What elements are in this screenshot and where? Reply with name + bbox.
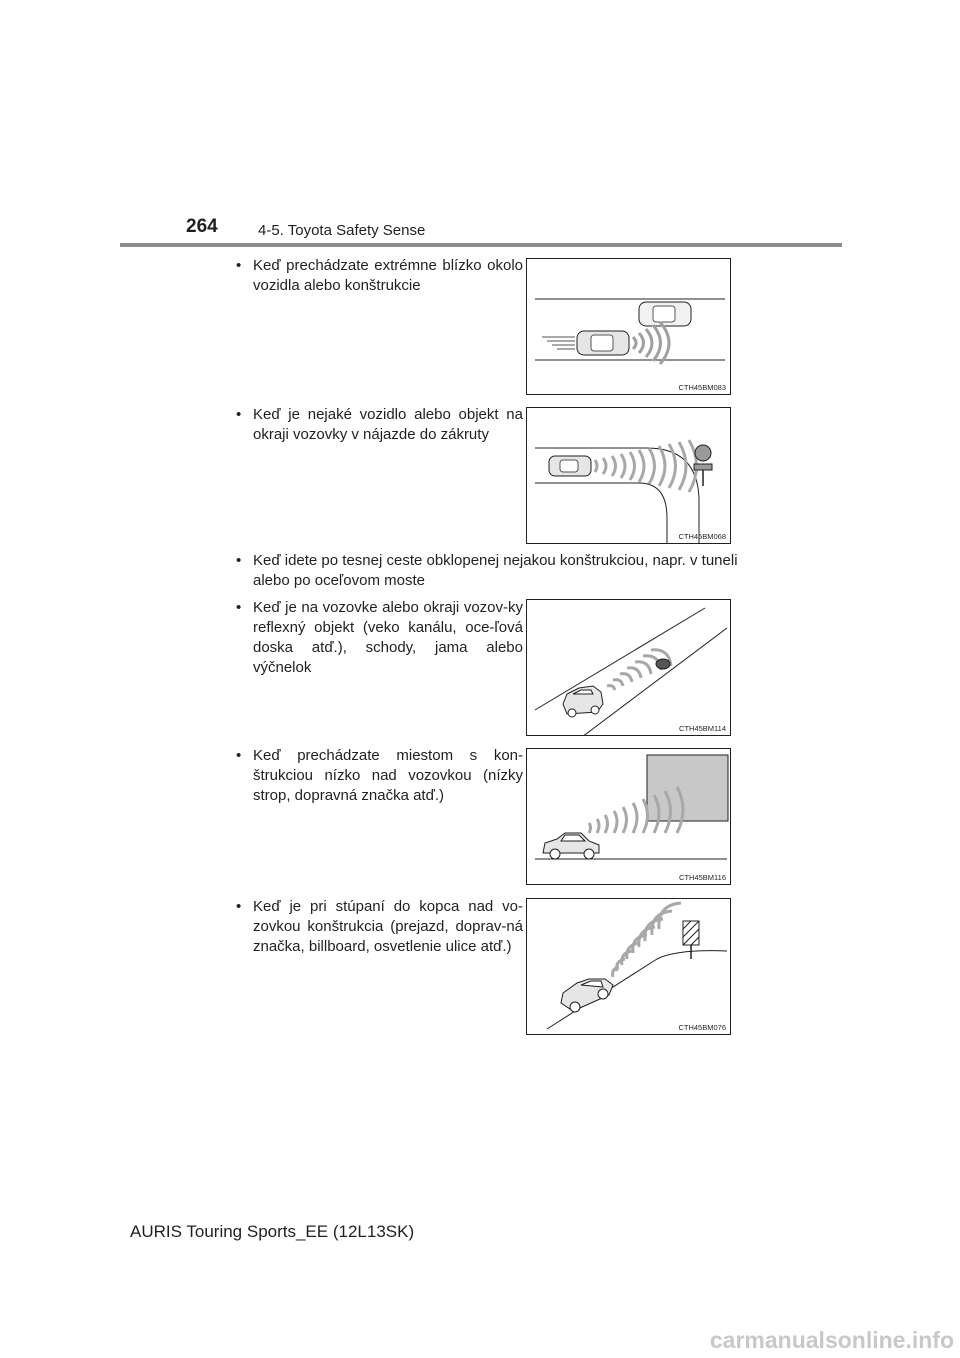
bullet-mark: •: [236, 747, 242, 764]
bullet-mark: •: [236, 257, 242, 274]
bullet-item: [236, 256, 523, 296]
figure-code: CTH45BM114: [679, 724, 726, 733]
passing-vehicle-illustration: [527, 259, 731, 395]
bullet-item: [236, 405, 523, 445]
bullet-text: Keď je na vozovke alebo okraji vozov-ky reflexný objekt (veko kanálu, oce-ľová doska atď.), schody, jama alebo výčnelok: [253, 599, 523, 676]
bullet-mark: •: [236, 406, 242, 423]
figure-code: CTH45BM116: [679, 873, 726, 882]
bullet-item: [236, 897, 523, 957]
figure-code: CTH45BM076: [678, 1023, 726, 1032]
figure-code: CTH45BM068: [678, 532, 726, 541]
page-number: 264: [186, 216, 218, 237]
bullet-mark: •: [236, 898, 242, 915]
bullet-item: [236, 746, 523, 806]
watermark: carmanualsonline.info: [709, 1327, 954, 1353]
bullet-mark: •: [236, 599, 242, 616]
figure-code: CTH45BM083: [678, 383, 726, 392]
bullet-item: [236, 551, 763, 591]
bullet-text: Keď prechádzate miestom s kon-štrukciou nízko nad vozovkou (nízky strop, dopravná značka atď.): [253, 747, 523, 804]
bullet-text: Keď prechádzate extrémne blízko okolo vozidla alebo konštrukcie: [253, 257, 523, 294]
figure-curve-entry: [526, 407, 731, 544]
curve-entry-illustration: [527, 408, 731, 544]
bullet-text: Keď idete po tesnej ceste obklopenej nejakou konštrukciou, napr. v tuneli alebo po oceľovom moste: [253, 552, 738, 589]
section-title: 4-5. Toyota Safety Sense: [258, 222, 426, 239]
overhead-structure-illustration: [527, 749, 731, 885]
uphill-structure-illustration: [527, 899, 731, 1035]
reflective-object-illustration: [527, 600, 731, 736]
bullet-item: [236, 598, 523, 678]
figure-overhead-structure: [526, 748, 731, 885]
figure-passing-vehicle: [526, 258, 731, 395]
figure-uphill-structure: [526, 898, 731, 1035]
bullet-text: Keď je pri stúpaní do kopca nad vo-zovkou konštrukcia (prejazd, doprav-ná značka, billboard, osvetlenie ulice atď.): [253, 898, 523, 955]
footer-model: AURIS Touring Sports_EE (12L13SK): [130, 1222, 415, 1241]
bullet-text: Keď je nejaké vozidlo alebo objekt na okraji vozovky v nájazde do zákruty: [253, 406, 523, 443]
bullet-mark: •: [236, 552, 242, 569]
header-divider: [120, 243, 842, 247]
figure-reflective-object: [526, 599, 731, 736]
